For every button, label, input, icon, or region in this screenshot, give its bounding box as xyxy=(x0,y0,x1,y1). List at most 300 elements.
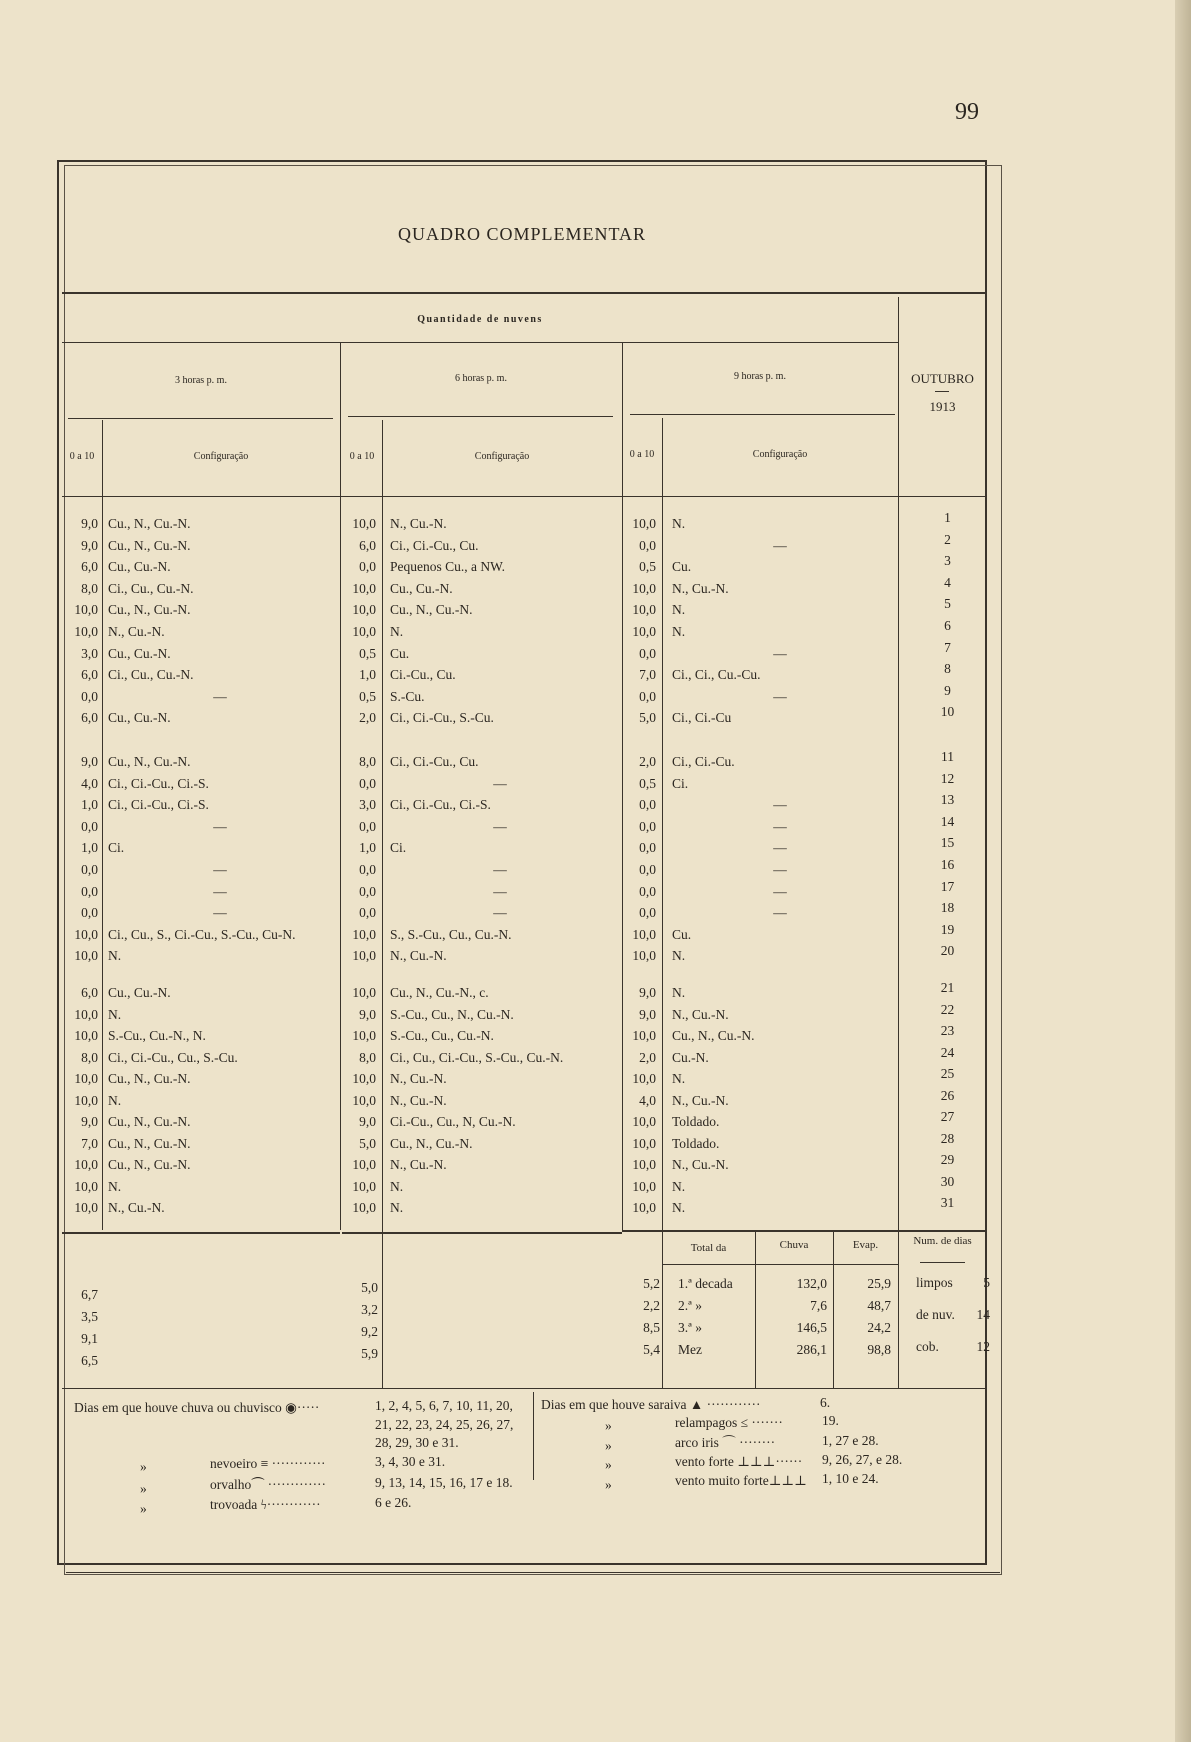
fog-icon: ≡ xyxy=(260,1456,269,1471)
relampagos-days: 19. xyxy=(822,1413,839,1428)
amount-3pm: 3,0 xyxy=(81,646,98,661)
amount-6pm: 0,0 xyxy=(359,862,376,877)
config-3pm: Ci., Ci.-Cu., Ci.-S. xyxy=(108,797,209,812)
config-3pm: S.-Cu., Cu.-N., N. xyxy=(108,1028,206,1043)
config-3pm: Ci., Cu., Cu.-N. xyxy=(108,581,194,596)
config-6pm: S., S.-Cu., Cu., Cu.-N. xyxy=(390,927,512,942)
amount-6pm: 10,0 xyxy=(352,985,376,1000)
config-6pm: Ci., Ci.-Cu., S.-Cu. xyxy=(390,710,494,725)
config-3pm: Cu., Cu.-N. xyxy=(108,559,171,574)
amount-9pm: 10,0 xyxy=(632,516,656,531)
evap-value: 24,2 xyxy=(867,1320,891,1335)
arco-days: 1, 27 e 28. xyxy=(822,1433,879,1448)
config-3pm: Cu., N., Cu.-N. xyxy=(108,1136,191,1151)
days-value: 12 xyxy=(976,1339,990,1354)
amount-6pm: 0,0 xyxy=(359,905,376,920)
amount-6pm: 3,0 xyxy=(359,797,376,812)
amount-9pm: 5,0 xyxy=(639,710,656,725)
amount-3pm: 0,0 xyxy=(81,905,98,920)
amount-3pm: 6,0 xyxy=(81,710,98,725)
config-6pm: S.-Cu., Cu., Cu.-N. xyxy=(390,1028,494,1043)
day-number: 16 xyxy=(940,857,955,872)
summary-amount-9pm: 8,5 xyxy=(643,1320,660,1335)
amount-9pm: 0,0 xyxy=(639,819,656,834)
amount-6pm: 1,0 xyxy=(359,667,376,682)
config-9pm: Toldado. xyxy=(672,1136,720,1151)
amount-9pm: 9,0 xyxy=(639,985,656,1000)
day-number: 26 xyxy=(940,1088,955,1103)
amount-9pm: 4,0 xyxy=(639,1093,656,1108)
sub-rule-6pm xyxy=(348,416,613,417)
config-6pm: Ci., Ci.-Cu., Ci.-S. xyxy=(390,797,491,812)
evap-value: 98,8 xyxy=(867,1342,891,1357)
amount-6pm: 9,0 xyxy=(359,1114,376,1129)
amount-9pm: 2,0 xyxy=(639,1050,656,1065)
amount-9pm: 0,0 xyxy=(639,797,656,812)
amount-3pm: 10,0 xyxy=(74,1093,98,1108)
config-3pm: — xyxy=(213,884,227,899)
trovoada-label: trovoada ϟ············ xyxy=(210,1497,321,1512)
amount-9pm: 0,0 xyxy=(639,538,656,553)
total-header-rule xyxy=(662,1264,898,1265)
amount-9pm: 10,0 xyxy=(632,602,656,617)
config-3pm: N. xyxy=(108,1179,122,1194)
group-header: Quantidade de nuvens xyxy=(417,314,543,325)
amount-9pm: 0,0 xyxy=(639,884,656,899)
config-9pm: N. xyxy=(672,516,686,531)
amount-label-6pm: 0 a 10 xyxy=(349,451,375,462)
config-9pm: N. xyxy=(672,1179,686,1194)
amount-3pm: 10,0 xyxy=(74,1179,98,1194)
config-3pm: Cu., N., Cu.-N. xyxy=(108,1157,191,1172)
config-3pm: Cu., Cu.-N. xyxy=(108,646,171,661)
amount-3pm: 10,0 xyxy=(74,927,98,942)
strong-wind-icon: ⊥⊥⊥ xyxy=(768,1473,807,1488)
config-9pm: Cu. xyxy=(672,927,692,942)
days-value: 14 xyxy=(976,1307,990,1322)
config-3pm: Ci., Ci.-Cu., Ci.-S. xyxy=(108,776,209,791)
vline-days xyxy=(898,1230,899,1388)
year-label: 1913 xyxy=(929,399,956,414)
trovoada-days: 6 e 26. xyxy=(375,1495,412,1510)
config-3pm: — xyxy=(213,819,227,834)
days-value: 5 xyxy=(983,1275,990,1290)
amount-6pm: 0,0 xyxy=(359,559,376,574)
config-9pm: Ci., Ci.-Cu xyxy=(672,710,732,725)
chuva-days-line2: 21, 22, 23, 24, 25, 26, 27, xyxy=(375,1417,514,1432)
config-9pm: N. xyxy=(672,948,686,963)
summary-rule-month xyxy=(898,1230,987,1232)
config-6pm: N. xyxy=(390,1200,404,1215)
config-3pm: N., Cu.-N. xyxy=(108,624,165,639)
config-6pm: S.-Cu. xyxy=(390,689,425,704)
day-number: 1 xyxy=(944,510,951,525)
day-number: 3 xyxy=(944,553,951,568)
header-6pm: 6 horas p. m. xyxy=(455,373,507,384)
config-label-3pm: Configuração xyxy=(193,451,249,462)
amount-3pm: 10,0 xyxy=(74,624,98,639)
config-3pm: Cu., Cu.-N. xyxy=(108,710,171,725)
period-label: Mez xyxy=(678,1342,702,1357)
day-number: 19 xyxy=(940,922,955,937)
config-6pm: — xyxy=(493,776,507,791)
config-6pm: Ci.-Cu., Cu. xyxy=(390,667,456,682)
amount-6pm: 0,0 xyxy=(359,884,376,899)
amount-9pm: 10,0 xyxy=(632,624,656,639)
summary-amount-6pm: 5,0 xyxy=(361,1280,378,1295)
amount-3pm: 9,0 xyxy=(81,516,98,531)
amount-6pm: 0,0 xyxy=(359,776,376,791)
hail-icon: ▲ xyxy=(689,1397,704,1412)
config-9pm: N., Cu.-N. xyxy=(672,1093,729,1108)
day-number: 30 xyxy=(940,1174,955,1189)
config-9pm: — xyxy=(773,797,787,812)
summary-rule-6pm xyxy=(342,1232,622,1234)
day-number: 18 xyxy=(940,900,955,915)
config-9pm: — xyxy=(773,819,787,834)
days-header-rule xyxy=(920,1262,965,1263)
config-9pm: — xyxy=(773,862,787,877)
amount-9pm: 10,0 xyxy=(632,927,656,942)
lightning-icon: ≤ xyxy=(740,1415,749,1430)
arco-label: arco iris ⌒ ········ xyxy=(675,1435,776,1450)
saraiva-days: 6. xyxy=(820,1395,831,1410)
amount-9pm: 10,0 xyxy=(632,1200,656,1215)
chuva-label: Dias em que houve chuva ou chuvisco ◉····· xyxy=(74,1400,320,1415)
config-label-9pm: Configuração xyxy=(752,449,808,460)
config-6pm: Ci.-Cu., Cu., N, Cu.-N. xyxy=(390,1114,516,1129)
config-9pm: N. xyxy=(672,624,686,639)
amount-3pm: 0,0 xyxy=(81,819,98,834)
amount-6pm: 10,0 xyxy=(352,927,376,942)
amount-6pm: 6,0 xyxy=(359,538,376,553)
vline-config-3pm xyxy=(102,420,103,1230)
header-3pm: 3 horas p. m. xyxy=(175,375,227,386)
config-9pm: Cu.-N. xyxy=(672,1050,709,1065)
chuva-value: 132,0 xyxy=(796,1276,827,1291)
orvalho-days: 9, 13, 14, 15, 16, 17 e 18. xyxy=(375,1475,513,1490)
config-3pm: N. xyxy=(108,948,122,963)
saraiva-label: Dias em que houve saraiva ▲ ············ xyxy=(541,1397,761,1412)
amount-6pm: 10,0 xyxy=(352,602,376,617)
day-number: 14 xyxy=(940,814,955,829)
config-3pm: Cu., N., Cu.-N. xyxy=(108,754,191,769)
amount-9pm: 10,0 xyxy=(632,1028,656,1043)
summary-rule-9pm xyxy=(622,1230,898,1232)
vline-config-6pm xyxy=(382,420,383,1388)
amount-6pm: 10,0 xyxy=(352,1157,376,1172)
amount-6pm: 10,0 xyxy=(352,1179,376,1194)
config-9pm: — xyxy=(773,840,787,855)
config-6pm: Cu., N., Cu.-N. xyxy=(390,602,473,617)
month-label: OUTUBRO xyxy=(911,371,974,386)
rainbow-icon: ⌒ xyxy=(722,1435,736,1450)
amount-6pm: 10,0 xyxy=(352,1028,376,1043)
header-9pm: 9 horas p. m. xyxy=(734,371,786,382)
config-6pm: N., Cu.-N. xyxy=(390,1157,447,1172)
config-6pm: — xyxy=(493,905,507,920)
amount-3pm: 9,0 xyxy=(81,1114,98,1129)
amount-label-9pm: 0 a 10 xyxy=(629,449,655,460)
amount-6pm: 0,0 xyxy=(359,819,376,834)
config-6pm: Ci., Ci.-Cu., Cu. xyxy=(390,538,479,553)
day-number: 11 xyxy=(941,749,954,764)
relampagos-label: relampagos ≤ ······· xyxy=(675,1415,783,1430)
config-9pm: Ci., Ci., Cu.-Cu. xyxy=(672,667,761,682)
amount-3pm: 10,0 xyxy=(74,1028,98,1043)
amount-3pm: 1,0 xyxy=(81,797,98,812)
amount-9pm: 0,5 xyxy=(639,559,656,574)
amount-3pm: 10,0 xyxy=(74,1007,98,1022)
amount-3pm: 9,0 xyxy=(81,538,98,553)
amount-3pm: 0,0 xyxy=(81,689,98,704)
ditto-vento-muito: » xyxy=(605,1477,612,1492)
chuva-icon: ◉ xyxy=(285,1400,297,1415)
amount-9pm: 10,0 xyxy=(632,1136,656,1151)
config-3pm: Ci. xyxy=(108,840,125,855)
amount-9pm: 10,0 xyxy=(632,1114,656,1129)
config-6pm: Ci. xyxy=(390,840,407,855)
day-number: 27 xyxy=(940,1109,955,1124)
config-label-6pm: Configuração xyxy=(474,451,530,462)
amount-6pm: 8,0 xyxy=(359,1050,376,1065)
config-9pm: N. xyxy=(672,1071,686,1086)
amount-3pm: 10,0 xyxy=(74,602,98,617)
amount-6pm: 0,5 xyxy=(359,689,376,704)
config-3pm: Cu., N., Cu.-N. xyxy=(108,538,191,553)
amount-3pm: 7,0 xyxy=(81,1136,98,1151)
amount-9pm: 0,0 xyxy=(639,840,656,855)
days-label: limpos xyxy=(916,1275,953,1290)
day-number: 28 xyxy=(940,1131,955,1146)
summary-amount-6pm: 9,2 xyxy=(361,1324,378,1339)
summary-amount-9pm: 5,2 xyxy=(643,1276,660,1291)
amount-3pm: 1,0 xyxy=(81,840,98,855)
day-number: 9 xyxy=(944,683,951,698)
config-3pm: Cu., N., Cu.-N. xyxy=(108,516,191,531)
thunder-icon: ϟ xyxy=(260,1497,267,1512)
config-3pm: Cu., N., Cu.-N. xyxy=(108,1071,191,1086)
config-9pm: — xyxy=(773,538,787,553)
config-9pm: Cu. xyxy=(672,559,692,574)
config-6pm: — xyxy=(493,862,507,877)
footer-top-rule xyxy=(62,1388,987,1389)
day-number: 17 xyxy=(940,879,955,894)
day-number: 24 xyxy=(940,1045,955,1060)
config-6pm: Cu. xyxy=(390,646,410,661)
summary-amount-9pm: 5,4 xyxy=(643,1342,660,1357)
config-9pm: — xyxy=(773,646,787,661)
config-3pm: Cu., N., Cu.-N. xyxy=(108,1114,191,1129)
month-dash xyxy=(935,391,949,392)
header-bottom-rule xyxy=(62,496,987,497)
config-6pm: — xyxy=(493,884,507,899)
day-number: 7 xyxy=(944,640,951,655)
config-6pm: Cu., N., Cu.-N., c. xyxy=(390,985,489,1000)
config-9pm: — xyxy=(773,884,787,899)
chuva-days-line1: 1, 2, 4, 5, 6, 7, 10, 11, 20, xyxy=(375,1398,513,1413)
vline-month xyxy=(898,297,899,1230)
summary-amount-3pm: 3,5 xyxy=(81,1309,98,1324)
period-label: 3.ª » xyxy=(678,1320,702,1335)
day-number: 8 xyxy=(944,661,951,676)
amount-label-3pm: 0 a 10 xyxy=(69,451,95,462)
amount-3pm: 10,0 xyxy=(74,948,98,963)
ditto-nevoeiro: » xyxy=(140,1459,147,1474)
day-number: 2 xyxy=(944,532,951,547)
config-9pm: Ci. xyxy=(672,776,689,791)
amount-6pm: 1,0 xyxy=(359,840,376,855)
amount-3pm: 6,0 xyxy=(81,559,98,574)
total-header: Total da xyxy=(690,1242,727,1254)
amount-6pm: 5,0 xyxy=(359,1136,376,1151)
config-9pm: — xyxy=(773,689,787,704)
day-number: 4 xyxy=(944,575,951,590)
day-number: 21 xyxy=(940,980,955,995)
amount-6pm: 9,0 xyxy=(359,1007,376,1022)
amount-3pm: 8,0 xyxy=(81,1050,98,1065)
config-3pm: Ci., Cu., Cu.-N. xyxy=(108,667,194,682)
summary-rule-3pm xyxy=(62,1232,340,1234)
vento-forte-days: 9, 26, 27, e 28. xyxy=(822,1452,903,1467)
amount-9pm: 0,0 xyxy=(639,646,656,661)
amount-9pm: 10,0 xyxy=(632,581,656,596)
amount-3pm: 10,0 xyxy=(74,1071,98,1086)
chuva-value: 286,1 xyxy=(796,1342,827,1357)
amount-9pm: 0,0 xyxy=(639,689,656,704)
day-number: 25 xyxy=(940,1066,955,1081)
amount-9pm: 10,0 xyxy=(632,1157,656,1172)
orvalho-label: orvalho⏜ ············· xyxy=(210,1477,327,1492)
amount-6pm: 0,5 xyxy=(359,646,376,661)
evap-value: 25,9 xyxy=(867,1276,891,1291)
config-9pm: N., Cu.-N. xyxy=(672,1007,729,1022)
config-6pm: N., Cu.-N. xyxy=(390,516,447,531)
ditto-arco: » xyxy=(605,1438,612,1453)
config-6pm: N. xyxy=(390,624,404,639)
config-9pm: N., Cu.-N. xyxy=(672,581,729,596)
title-rule xyxy=(62,292,987,294)
day-number: 15 xyxy=(940,835,955,850)
footer-divider xyxy=(533,1392,534,1480)
amount-3pm: 6,0 xyxy=(81,985,98,1000)
nevoeiro-days: 3, 4, 30 e 31. xyxy=(375,1454,446,1469)
group-rule xyxy=(62,342,898,343)
ditto-orvalho: » xyxy=(140,1481,147,1496)
amount-9pm: 10,0 xyxy=(632,948,656,963)
day-number: 10 xyxy=(940,704,955,719)
amount-6pm: 10,0 xyxy=(352,1093,376,1108)
config-6pm: Cu., Cu.-N. xyxy=(390,581,453,596)
config-3pm: Cu., Cu.-N. xyxy=(108,985,171,1000)
day-number: 31 xyxy=(940,1195,955,1210)
frame-bottom-shadow xyxy=(66,1572,1000,1573)
config-6pm: N., Cu.-N. xyxy=(390,1093,447,1108)
amount-6pm: 10,0 xyxy=(352,581,376,596)
summary-amount-6pm: 5,9 xyxy=(361,1346,378,1361)
summary-amount-9pm: 2,2 xyxy=(643,1298,660,1313)
amount-6pm: 10,0 xyxy=(352,516,376,531)
amount-6pm: 10,0 xyxy=(352,1071,376,1086)
config-6pm: Ci., Ci.-Cu., Cu. xyxy=(390,754,479,769)
day-number: 22 xyxy=(940,1002,955,1017)
evap-value: 48,7 xyxy=(867,1298,891,1313)
amount-3pm: 8,0 xyxy=(81,581,98,596)
config-9pm: — xyxy=(773,905,787,920)
table-title: QUADRO COMPLEMENTAR xyxy=(397,224,647,244)
evap-header: Evap. xyxy=(852,1239,879,1251)
vento-muito-label: vento muito forte⊥⊥⊥ xyxy=(675,1473,807,1488)
page-number: 99 xyxy=(955,99,979,125)
chuva-value: 7,6 xyxy=(810,1298,827,1313)
config-3pm: N., Cu.-N. xyxy=(108,1200,165,1215)
page-edge xyxy=(1175,0,1191,1742)
sub-rule-3pm xyxy=(68,418,333,419)
config-9pm: N. xyxy=(672,1200,686,1215)
wind-icon: ⊥⊥⊥ xyxy=(737,1454,776,1469)
amount-9pm: 0,0 xyxy=(639,905,656,920)
config-9pm: N. xyxy=(672,985,686,1000)
amount-9pm: 10,0 xyxy=(632,1071,656,1086)
day-number: 12 xyxy=(940,771,955,786)
summary-amount-3pm: 6,7 xyxy=(81,1287,98,1302)
config-6pm: — xyxy=(493,819,507,834)
day-number: 29 xyxy=(940,1152,955,1167)
config-6pm: N., Cu.-N. xyxy=(390,1071,447,1086)
amount-3pm: 4,0 xyxy=(81,776,98,791)
vento-muito-days: 1, 10 e 24. xyxy=(822,1471,879,1486)
amount-9pm: 0,0 xyxy=(639,862,656,877)
amount-6pm: 10,0 xyxy=(352,948,376,963)
vento-forte-label: vento forte ⊥⊥⊥······ xyxy=(675,1454,803,1469)
sub-rule-9pm xyxy=(630,414,895,415)
config-3pm: — xyxy=(213,689,227,704)
amount-6pm: 10,0 xyxy=(352,624,376,639)
config-6pm: Ci., Cu., Ci.-Cu., S.-Cu., Cu.-N. xyxy=(390,1050,564,1065)
day-number: 13 xyxy=(940,792,955,807)
amount-6pm: 8,0 xyxy=(359,754,376,769)
amount-3pm: 10,0 xyxy=(74,1200,98,1215)
amount-9pm: 7,0 xyxy=(639,667,656,682)
config-9pm: Ci., Ci.-Cu. xyxy=(672,754,735,769)
amount-3pm: 0,0 xyxy=(81,862,98,877)
day-number: 20 xyxy=(940,943,955,958)
config-3pm: N. xyxy=(108,1093,122,1108)
amount-3pm: 10,0 xyxy=(74,1157,98,1172)
config-3pm: Cu., N., Cu.-N. xyxy=(108,602,191,617)
chuva-days-line3: 28, 29, 30 e 31. xyxy=(375,1435,459,1450)
chuva-header: Chuva xyxy=(779,1239,809,1251)
nevoeiro-label: nevoeiro ≡ ············ xyxy=(210,1456,326,1471)
period-label: 1.ª decada xyxy=(678,1276,733,1291)
dew-icon: ⏜ xyxy=(251,1477,265,1492)
ditto-vento-forte: » xyxy=(605,1457,612,1472)
amount-3pm: 9,0 xyxy=(81,754,98,769)
config-9pm: Cu., N., Cu.-N. xyxy=(672,1028,755,1043)
amount-3pm: 0,0 xyxy=(81,884,98,899)
summary-amount-3pm: 6,5 xyxy=(81,1353,98,1368)
config-6pm: S.-Cu., Cu., N., Cu.-N. xyxy=(390,1007,514,1022)
days-header: Num. de dias xyxy=(913,1235,972,1247)
amount-9pm: 9,0 xyxy=(639,1007,656,1022)
days-label: cob. xyxy=(916,1339,939,1354)
config-9pm: Toldado. xyxy=(672,1114,720,1129)
amount-3pm: 6,0 xyxy=(81,667,98,682)
amount-9pm: 10,0 xyxy=(632,1179,656,1194)
config-9pm: N., Cu.-N. xyxy=(672,1157,729,1172)
chuva-value: 146,5 xyxy=(796,1320,827,1335)
amount-6pm: 2,0 xyxy=(359,710,376,725)
